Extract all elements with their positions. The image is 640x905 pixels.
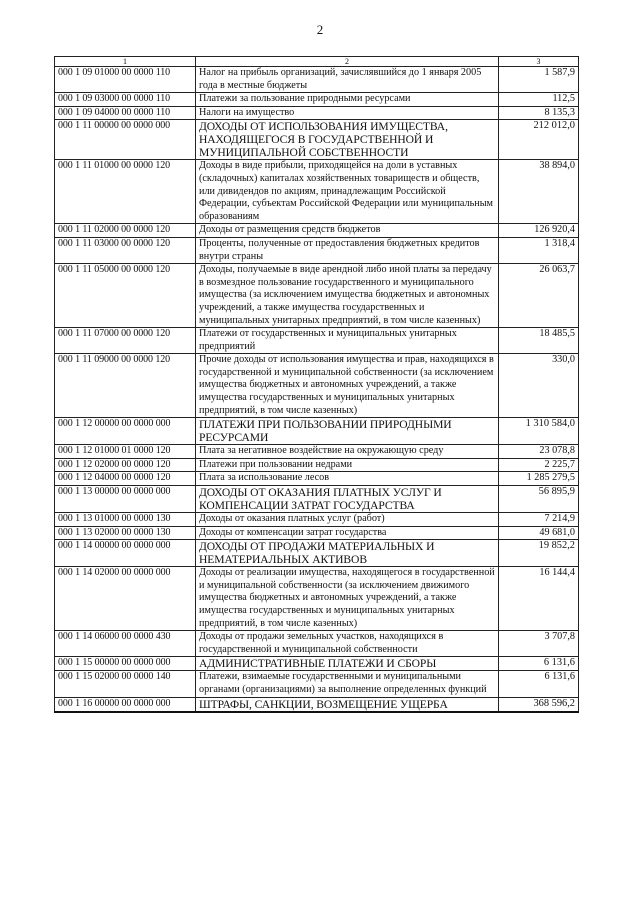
budget-code-cell: 000 1 13 00000 00 0000 000 — [55, 486, 196, 513]
revenue-name-cell: Доходы, получаемые в виде арендной либо иной платы за передачу в возмездное пользование государственного и муниципального имущества (за исключением имущества бюджетных и автономных учреждений, а также имущества государственных и муниципальных унитарных предприятий, в том числе казенных) — [196, 264, 499, 328]
budget-code-cell: 000 1 12 04000 00 0000 120 — [55, 472, 196, 486]
budget-code-cell: 000 1 14 00000 00 0000 000 — [55, 540, 196, 567]
budget-code-cell: 000 1 15 02000 00 0000 140 — [55, 671, 196, 697]
amount-cell: 23 078,8 — [499, 445, 579, 459]
table-row — [55, 354, 579, 418]
revenue-name-cell: Доходы от размещения средств бюджетов — [196, 224, 499, 238]
revenue-name-cell: ПЛАТЕЖИ ПРИ ПОЛЬЗОВАНИИ ПРИРОДНЫМИ РЕСУРСАМИ — [196, 418, 499, 445]
table-row — [55, 224, 579, 238]
table-section-row — [55, 657, 579, 671]
revenue-name-cell: ДОХОДЫ ОТ ОКАЗАНИЯ ПЛАТНЫХ УСЛУГ И КОМПЕНСАЦИИ ЗАТРАТ ГОСУДАРСТВА — [196, 486, 499, 513]
budget-code-cell: 000 1 13 01000 00 0000 130 — [55, 513, 196, 527]
amount-cell: 212 012,0 — [499, 120, 579, 160]
table-row — [55, 458, 579, 472]
budget-code-cell: 000 1 14 02000 00 0000 000 — [55, 567, 196, 631]
budget-code-cell: 000 1 11 03000 00 0000 120 — [55, 237, 196, 263]
revenue-name-cell: ДОХОДЫ ОТ ПРОДАЖИ МАТЕРИАЛЬНЫХ И НЕМАТЕРИАЛЬНЫХ АКТИВОВ — [196, 540, 499, 567]
budget-code-cell: 000 1 14 06000 00 0000 430 — [55, 631, 196, 657]
budget-code-cell: 000 1 12 00000 00 0000 000 — [55, 418, 196, 445]
budget-code-cell: 000 1 12 01000 01 0000 120 — [55, 445, 196, 459]
table-row — [55, 631, 579, 657]
amount-cell: 1 318,4 — [499, 237, 579, 263]
column-number-name: 2 — [196, 57, 499, 67]
amount-cell: 1 285 279,5 — [499, 472, 579, 486]
budget-code-cell: 000 1 13 02000 00 0000 130 — [55, 526, 196, 540]
amount-cell: 126 920,4 — [499, 224, 579, 238]
budget-code-cell: 000 1 16 00000 00 0000 000 — [55, 697, 196, 712]
budget-code-cell: 000 1 15 00000 00 0000 000 — [55, 657, 196, 671]
budget-code-cell: 000 1 11 05000 00 0000 120 — [55, 264, 196, 328]
table-row — [55, 472, 579, 486]
table-row — [55, 264, 579, 328]
budget-code-cell: 000 1 11 09000 00 0000 120 — [55, 354, 196, 418]
amount-cell: 7 214,9 — [499, 513, 579, 527]
table-section-row — [55, 540, 579, 567]
amount-cell: 56 895,9 — [499, 486, 579, 513]
table-row — [55, 526, 579, 540]
table-row — [55, 93, 579, 107]
revenue-name-cell: ШТРАФЫ, САНКЦИИ, ВОЗМЕЩЕНИЕ УЩЕРБА — [196, 697, 499, 712]
amount-cell: 1 310 584,0 — [499, 418, 579, 445]
budget-code-cell: 000 1 09 03000 00 0000 110 — [55, 93, 196, 107]
table-section-row — [55, 486, 579, 513]
revenue-name-cell: Плата за негативное воздействие на окружающую среду — [196, 445, 499, 459]
amount-cell: 2 225,7 — [499, 458, 579, 472]
amount-cell: 18 485,5 — [499, 328, 579, 354]
amount-cell: 26 063,7 — [499, 264, 579, 328]
table-row — [55, 513, 579, 527]
column-number-code: 1 — [55, 57, 196, 67]
table-row — [55, 671, 579, 697]
budget-code-cell: 000 1 09 01000 00 0000 110 — [55, 67, 196, 93]
revenue-name-cell: Доходы от продажи земельных участков, находящихся в государственной и муниципальной собственности — [196, 631, 499, 657]
revenue-name-cell: Платежи за пользование природными ресурсами — [196, 93, 499, 107]
budget-code-cell: 000 1 11 02000 00 0000 120 — [55, 224, 196, 238]
revenue-name-cell: Налоги на имущество — [196, 106, 499, 120]
table-section-row — [55, 120, 579, 160]
revenue-name-cell: Налог на прибыль организаций, зачислявшийся до 1 января 2005 года в местные бюджеты — [196, 67, 499, 93]
table-row — [55, 106, 579, 120]
table-row — [55, 237, 579, 263]
revenue-name-cell: АДМИНИСТРАТИВНЫЕ ПЛАТЕЖИ И СБОРЫ — [196, 657, 499, 671]
amount-cell: 6 131,6 — [499, 657, 579, 671]
table-row — [55, 567, 579, 631]
revenue-name-cell: Доходы от компенсации затрат государства — [196, 526, 499, 540]
revenue-name-cell: Платежи, взимаемые государственными и муниципальными органами (организациями) за выполнение определенных функций — [196, 671, 499, 697]
table-section-row — [55, 697, 579, 712]
revenue-name-cell: ДОХОДЫ ОТ ИСПОЛЬЗОВАНИЯ ИМУЩЕСТВА, НАХОДЯЩЕГОСЯ В ГОСУДАРСТВЕННОЙ И МУНИЦИПАЛЬНОЙ СОБСТВЕННОСТИ — [196, 120, 499, 160]
revenue-name-cell: Платежи при пользовании недрами — [196, 458, 499, 472]
amount-cell: 368 596,2 — [499, 697, 579, 712]
table-row — [55, 445, 579, 459]
amount-cell: 330,0 — [499, 354, 579, 418]
page-number: 2 — [316, 22, 324, 37]
revenue-table — [54, 56, 579, 713]
table-row — [55, 328, 579, 354]
table-section-row — [55, 418, 579, 445]
revenue-name-cell: Прочие доходы от использования имущества и прав, находящихся в государственной и муниципальной собственности (за исключением имущества бюджетных и автономных учреждений, а также имущества государственных и муниципальных унитарных предприятий, в том числе казенных) — [196, 354, 499, 418]
column-number-row — [55, 57, 579, 67]
budget-code-cell: 000 1 11 01000 00 0000 120 — [55, 160, 196, 224]
amount-cell: 112,5 — [499, 93, 579, 107]
amount-cell: 16 144,4 — [499, 567, 579, 631]
revenue-name-cell: Доходы в виде прибыли, приходящейся на доли в уставных (складочных) капиталах хозяйственных товариществ и обществ, или дивидендов по акциям, принадлежащим Российской Федерации, субъектам Российской Федерации или муниципальным образованиям — [196, 160, 499, 224]
budget-code-cell: 000 1 11 00000 00 0000 000 — [55, 120, 196, 160]
amount-cell: 19 852,2 — [499, 540, 579, 567]
amount-cell: 8 135,3 — [499, 106, 579, 120]
budget-code-cell: 000 1 09 04000 00 0000 110 — [55, 106, 196, 120]
table-row — [55, 160, 579, 224]
revenue-name-cell: Доходы от реализации имущества, находящегося в государственной и муниципальной собственности (за исключением движимого имущества бюджетных и автономных учреждений, а также имущества государственных и муниципальных унитарных предприятий, в том числе казенных) — [196, 567, 499, 631]
revenue-name-cell: Проценты, полученные от предоставления бюджетных кредитов внутри страны — [196, 237, 499, 263]
column-number-amount: 3 — [499, 57, 579, 67]
table-row — [55, 67, 579, 93]
budget-code-cell: 000 1 12 02000 00 0000 120 — [55, 458, 196, 472]
amount-cell: 3 707,8 — [499, 631, 579, 657]
revenue-name-cell: Доходы от оказания платных услуг (работ) — [196, 513, 499, 527]
revenue-name-cell: Плата за использование лесов — [196, 472, 499, 486]
amount-cell: 1 587,9 — [499, 67, 579, 93]
amount-cell: 38 894,0 — [499, 160, 579, 224]
revenue-name-cell: Платежи от государственных и муниципальных унитарных предприятий — [196, 328, 499, 354]
amount-cell: 6 131,6 — [499, 671, 579, 697]
amount-cell: 49 681,0 — [499, 526, 579, 540]
budget-code-cell: 000 1 11 07000 00 0000 120 — [55, 328, 196, 354]
